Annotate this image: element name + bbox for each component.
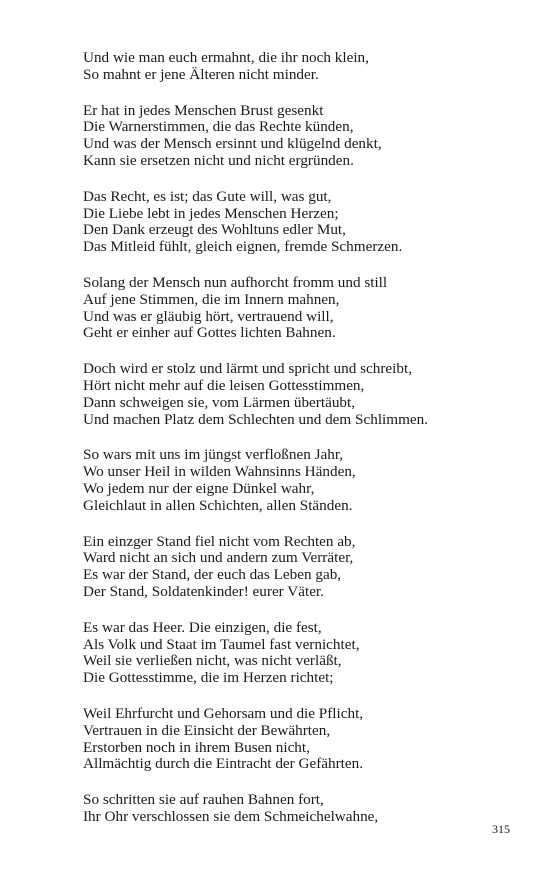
stanza — [83, 103, 523, 170]
poem-line: Und machen Platz dem Schlechten und dem Schlimmen. — [83, 410, 429, 428]
poem-line: Vertrauen in die Einsicht der Bewährten, — [83, 721, 331, 739]
stanza — [83, 706, 523, 773]
stanza — [83, 189, 523, 256]
poem-line: Die Warnerstimmen, die das Rechte künden, — [83, 118, 354, 136]
stanza — [83, 620, 523, 687]
poem-line: So schritten sie auf rauhen Bahnen fort, — [83, 791, 324, 809]
poem-line: So wars mit uns im jüngst verfloßnen Jahr, — [83, 446, 344, 464]
poem-line: Und was der Mensch ersinnt und klügelnd denkt, — [83, 135, 382, 153]
poem-line: Wo unser Heil in wilden Wahnsinns Händen, — [83, 463, 356, 481]
stanza — [83, 447, 523, 514]
poem-line: Dann schweigen sie, vom Lärmen übertäubt, — [83, 393, 356, 411]
poem-line: Der Stand, Soldatenkinder! eurer Väter. — [83, 582, 324, 600]
poem-line: Die Gottesstimme, die im Herzen richtet; — [83, 669, 334, 687]
poem-line: Doch wird er stolz und lärmt und spricht und schreibt, — [83, 360, 412, 378]
poem-line: Es war das Heer. Die einzigen, die fest, — [83, 618, 322, 636]
poem-line: Ein einzger Stand fiel nicht vom Rechten ab, — [83, 532, 356, 550]
poem-line: Wo jedem nur der eigne Dünkel wahr, — [83, 479, 315, 497]
stanza — [83, 275, 523, 342]
poem-line: Die Liebe lebt in jedes Menschen Herzen; — [83, 204, 339, 222]
poem-line: Kann sie ersetzen nicht und nicht ergründen. — [83, 151, 354, 169]
poem-line: Weil sie verließen nicht, was nicht verläßt, — [83, 652, 342, 670]
poem-line: Geht er einher auf Gottes lichten Bahnen. — [83, 324, 336, 342]
poem-line: Hört nicht mehr auf die leisen Gottesstimmen, — [83, 376, 365, 394]
poem-line: Und was er gläubig hört, vertrauend will, — [83, 307, 334, 325]
poem-line: Erstorben noch in ihrem Busen nicht, — [83, 738, 310, 756]
poem-line: So mahnt er jene Älteren nicht minder. — [83, 65, 319, 83]
poem-line: Weil Ehrfurcht und Gehorsam und die Pflicht, — [83, 704, 364, 722]
poem-line: Den Dank erzeugt des Wohltuns edler Mut, — [83, 221, 346, 239]
poem-line: Es war der Stand, der euch das Leben gab, — [83, 566, 342, 584]
stanza — [83, 361, 523, 428]
poem-line: Gleichlaut in allen Schichten, allen Ständen. — [83, 496, 353, 514]
stanza — [83, 534, 523, 601]
poem-line: Allmächtig durch die Eintracht der Gefährten. — [83, 755, 364, 773]
poem-text — [83, 50, 523, 845]
poem-line: Als Volk und Staat im Taumel fast vernichtet, — [83, 635, 360, 653]
poem-line: Das Mitleid fühlt, gleich eignen, fremde Schmerzen. — [83, 238, 403, 256]
page-number: 315 — [492, 822, 510, 836]
poem-line: Ihr Ohr verschlossen sie dem Schmeichelwahne, — [83, 807, 379, 825]
poem-line: Ward nicht an sich und andern zum Verräter, — [83, 549, 354, 567]
poem-line: Solang der Mensch nun aufhorcht fromm und still — [83, 273, 388, 291]
poem-line: Und wie man euch ermahnt, die ihr noch klein, — [83, 49, 369, 66]
stanza — [83, 50, 523, 84]
poem-line: Das Recht, es ist; das Gute will, was gut, — [83, 187, 332, 205]
poem-line: Er hat in jedes Menschen Brust gesenkt — [83, 101, 324, 119]
poem-line: Auf jene Stimmen, die im Innern mahnen, — [83, 290, 340, 308]
stanza — [83, 792, 523, 826]
